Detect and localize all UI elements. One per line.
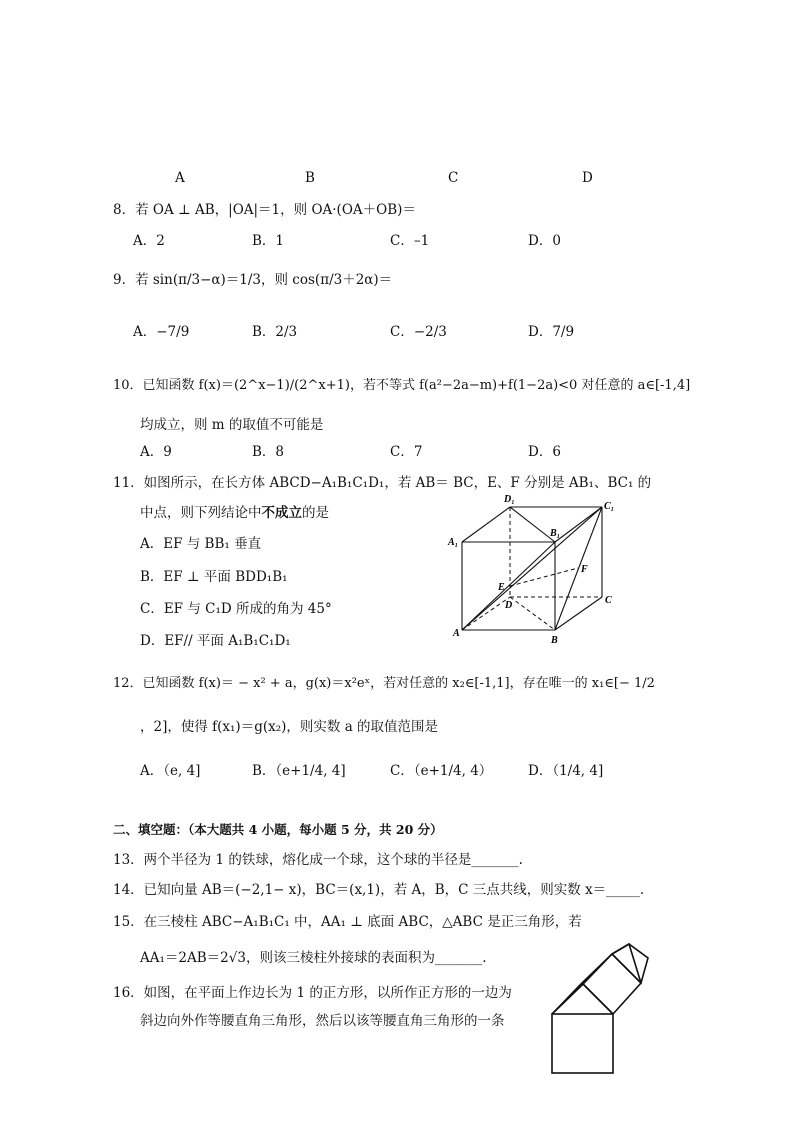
q9-option-c: C．−2/3 — [390, 324, 447, 340]
q10-option-d: D．6 — [528, 444, 561, 460]
q10-option-a: A．9 — [140, 444, 172, 460]
q11-line1: 11．如图所示，在长方体 ABCD−A₁B₁C₁D₁，若 AB＝ BC，E、F 分别是 AB₁、BC₁ 的 — [113, 475, 652, 491]
figure-label-d: D — [582, 170, 593, 186]
figure-label-b: B — [305, 170, 315, 186]
q8-stem: 8．若 OA ⊥ AB，|OA|＝1，则 OA·(OA＋OB)＝ — [113, 202, 416, 218]
q12-option-a: A．（e, 4] — [140, 763, 201, 779]
point-label-d: D — [505, 600, 513, 611]
point-label-f: F — [581, 564, 588, 575]
square-tree-figure — [545, 940, 675, 1080]
point-label-c1: C₁ — [604, 501, 615, 512]
q9-option-d: D．7/9 — [528, 324, 575, 340]
q9-stem: 9．若 sin(π/3−α)＝1/3，则 cos(π/3＋2α)＝ — [113, 272, 393, 288]
q8-option-b: B．1 — [252, 233, 285, 249]
q10-option-b: B．8 — [252, 444, 285, 460]
point-label-a1: A₁ — [448, 537, 459, 548]
q11-option-d: D．EF// 平面 A₁B₁C₁D₁ — [140, 633, 291, 649]
q16-line1: 16．如图，在平面上作边长为 1 的正方形，以所作正方形的一边为 — [113, 985, 512, 1001]
q11-option-a: A．EF 与 BB₁ 垂直 — [140, 536, 262, 552]
point-label-c: C — [605, 595, 612, 606]
q9-option-b: B．2/3 — [252, 324, 298, 340]
q9-option-a: A．−7/9 — [133, 324, 190, 340]
point-label-b1: B₁ — [550, 528, 561, 539]
q12-line2: ，2]，使得 f(x₁)＝g(x₂)，则实数 a 的取值范围是 — [140, 719, 439, 735]
q13-text: 13．两个半径为 1 的铁球，熔化成一个球，这个球的半径是_______. — [113, 852, 523, 868]
point-label-d1: D₁ — [504, 494, 515, 505]
q11-line2-end: 的是 — [302, 505, 329, 521]
point-label-a: A — [453, 628, 460, 639]
q12-option-c: C．（e+1/4, 4） — [390, 763, 493, 779]
point-label-e: E — [498, 582, 505, 593]
figure-label-a: A — [175, 170, 185, 186]
q11-option-b: B．EF ⊥ 平面 BDD₁B₁ — [140, 569, 288, 585]
q10-line1: 10．已知函数 f(x)＝(2^x−1)/(2^x+1)，若不等式 f(a²−2a−m)+f(1−2a)<0 对任意的 a∈[-1,4] — [113, 378, 691, 393]
q12-option-b: B．（e+1/4, 4] — [252, 763, 346, 779]
q12-line1: 12．已知函数 f(x)＝ − x² + a，g(x)＝x²eˣ，若对任意的 x₂∈[-1,1]，存在唯一的 x₁∈[− 1/2 — [113, 676, 655, 691]
q11-line2-start: 中点，则下列结论中 — [140, 505, 262, 521]
q15-line1: 15．在三棱柱 ABC−A₁B₁C₁ 中，AA₁ ⊥ 底面 ABC，△ABC 是正三角形，若 — [113, 914, 582, 930]
q14-text: 14．已知向量 AB＝(−2,1− x)，BC＝(x,1)，若 A，B，C 三点共线，则实数 x＝_____. — [113, 882, 645, 898]
cuboid-figure — [445, 490, 625, 645]
q10-option-c: C．7 — [390, 444, 423, 460]
q16-line2: 斜边向外作等腰直角三角形，然后以该等腰直角三角形的一条 — [140, 1013, 505, 1029]
figure-label-c: C — [448, 170, 459, 186]
section2-title: 二、填空题：（本大题共 4 小题，每小题 5 分，共 20 分） — [113, 822, 443, 837]
q8-option-a: A．2 — [133, 233, 165, 249]
q15-line2: AA₁＝2AB＝2√3，则该三棱柱外接球的表面积为_______. — [140, 950, 487, 966]
q12-option-d: D．（1/4, 4] — [528, 763, 604, 779]
q11-line2 — [140, 501, 329, 521]
q8-option-d: D．0 — [528, 233, 561, 249]
q10-line2: 均成立，则 m 的取值不可能是 — [140, 417, 324, 433]
q11-emphasis: 不成立 — [261, 505, 302, 521]
q11-option-c: C．EF 与 C₁D 所成的角为 45° — [140, 601, 332, 617]
q8-option-c: C．–1 — [390, 233, 430, 249]
point-label-b: B — [551, 635, 558, 645]
